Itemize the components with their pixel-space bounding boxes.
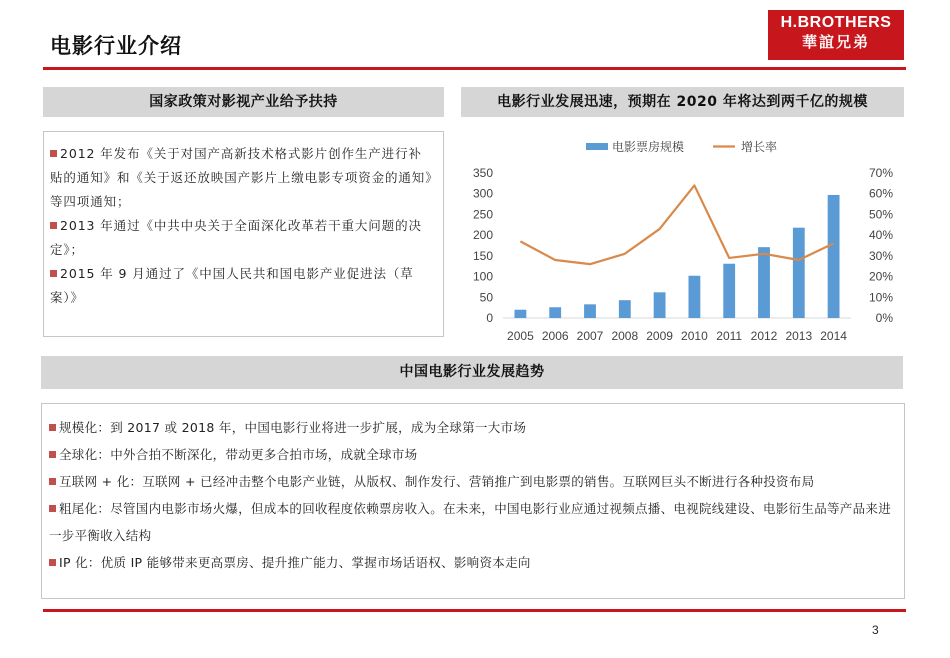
trend-item-text: IP 化：优质 IP 能够带来更高票房、提升推广能力、掌握市场话语权、影响资本走向: [59, 555, 531, 570]
bullet-icon: [49, 505, 56, 512]
series-line-growth-rate: [520, 185, 833, 264]
trend-item-text: 全球化：中外合拍不断深化，带动更多合拍市场，成就全球市场: [59, 447, 418, 462]
x-tick-label: 2014: [820, 329, 847, 343]
page-title: 电影行业介绍: [50, 34, 182, 58]
bar-box-office: [688, 276, 700, 318]
bar-box-office: [758, 247, 770, 318]
bullet-icon: [50, 150, 57, 157]
y-left-tick-label: 250: [472, 207, 493, 222]
y-left-tick-label: 350: [472, 166, 493, 180]
page-number: 3: [872, 623, 879, 637]
bullet-icon: [50, 222, 57, 229]
bullet-icon: [49, 478, 56, 485]
y-left-tick-label: 0: [486, 311, 493, 325]
legend-label-growth-rate: 增长率: [741, 140, 778, 154]
logo-chinese-text: 華誼兄弟: [801, 33, 870, 51]
policy-list: [44, 132, 443, 310]
bar-box-office: [584, 304, 596, 318]
x-tick-label: 2007: [576, 329, 604, 343]
legend-swatch-box-office: [586, 143, 608, 150]
bar-box-office: [619, 300, 631, 318]
bar-box-office: [828, 195, 840, 318]
bullet-icon: [49, 424, 56, 431]
trend-item: [49, 441, 894, 468]
y-right-tick-label: 0%: [875, 311, 893, 325]
y-right-tick-label: 60%: [868, 186, 893, 201]
trend-item: [49, 495, 894, 549]
policy-box: [43, 131, 444, 337]
bar-box-office: [793, 228, 805, 318]
logo-latin-text: H.BROTHERS: [780, 14, 892, 31]
trend-item-text: 互联网 + 化：互联网 + 已经冲击整个电影产业链，从版权、制作发行、营销推广到电影票的销售。互联网巨头不断进行各种投资布局: [59, 474, 815, 489]
bullet-icon: [49, 559, 56, 566]
policy-item: [50, 214, 435, 262]
bar-box-office: [514, 310, 526, 318]
trend-item-text: 规模化：到 2017 或 2018 年，中国电影行业将进一步扩展，成为全球第一大市场: [59, 420, 527, 435]
header-divider: [43, 67, 906, 70]
y-right-tick-label: 30%: [868, 248, 893, 263]
policy-item: [50, 262, 435, 310]
policy-item-text: 2015 年 9 月通过了《中国人民共和国电影产业促进法（草案）》: [50, 266, 414, 305]
y-right-tick-label: 40%: [868, 228, 893, 243]
policy-item-text: 2013 年通过《中共中央关于全面深化改革若干重大问题的决定》；: [50, 218, 422, 257]
y-left-tick-label: 300: [472, 186, 493, 201]
y-right-tick-label: 50%: [868, 207, 893, 222]
bar-box-office: [654, 292, 666, 318]
x-tick-label: 2006: [541, 329, 569, 343]
y-left-tick-label: 50: [479, 290, 493, 305]
policy-heading: 国家政策对影视产业给予扶持: [43, 87, 444, 117]
x-tick-label: 2011: [716, 329, 743, 343]
bar-box-office: [723, 264, 735, 318]
bar-box-office: [549, 307, 561, 318]
y-right-tick-label: 70%: [868, 166, 893, 180]
trend-item: [49, 549, 894, 576]
legend-label-box-office: 电影票房规模: [612, 140, 685, 154]
y-left-tick-label: 200: [472, 228, 493, 243]
x-tick-label: 2010: [681, 329, 708, 343]
trend-item: [49, 414, 894, 441]
x-tick-label: 2013: [785, 329, 813, 343]
trend-heading: 中国电影行业发展趋势: [41, 356, 903, 389]
x-tick-label: 2008: [611, 329, 639, 343]
bullet-icon: [50, 270, 57, 277]
policy-item: [50, 142, 435, 214]
policy-item-text: 2012 年发布《关于对国产高新技术格式影片创作生产进行补贴的通知》和《关于返还放映国产影片上缴电影专项资金的通知》等四项通知；: [50, 146, 433, 209]
box-office-chart: [458, 120, 903, 355]
y-left-tick-label: 150: [472, 248, 493, 263]
trend-item: [49, 468, 894, 495]
y-left-tick-label: 100: [472, 269, 493, 284]
chart-svg: [458, 120, 903, 355]
y-right-tick-label: 20%: [868, 269, 893, 284]
y-right-tick-label: 10%: [868, 290, 893, 305]
x-tick-label: 2012: [750, 329, 778, 343]
brand-logo: [768, 10, 904, 60]
footer-divider: [43, 609, 906, 612]
bullet-icon: [49, 451, 56, 458]
growth-heading: 电影行业发展迅速，预期在 2020 年将达到两千亿的规模: [461, 87, 904, 117]
trend-box: [41, 403, 905, 599]
x-tick-label: 2009: [646, 329, 673, 343]
trend-item-text: 粗尾化：尽管国内电影市场火爆，但成本的回收程度依赖票房收入。在未来，中国电影行业应通过视频点播、电视院线建设、电影衍生品等产品来进一步平衡收入结构: [49, 501, 892, 543]
trend-list: [42, 404, 904, 576]
x-tick-label: 2005: [507, 329, 534, 343]
